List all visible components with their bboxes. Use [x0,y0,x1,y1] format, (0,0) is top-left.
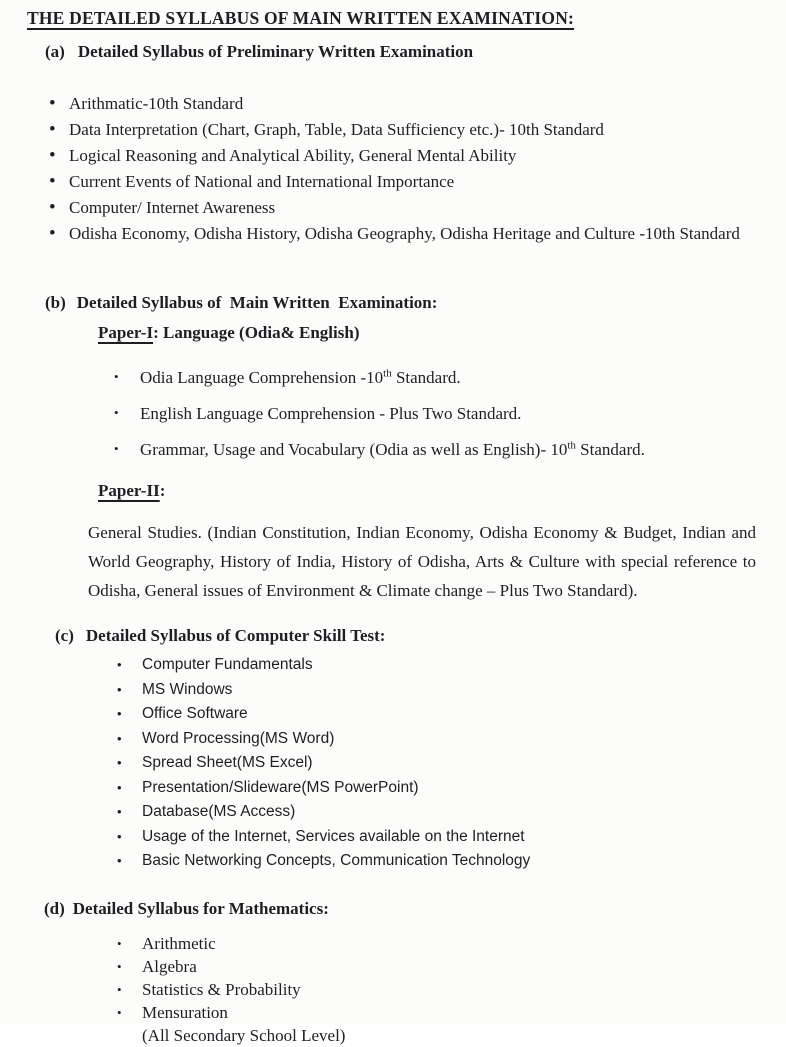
list-item: • Computer Fundamentals [27,653,756,678]
section-c-list [27,653,756,874]
section-a-label: (a) [45,42,65,61]
section-b-heading [45,293,756,313]
list-item: • Word Processing(MS Word) [27,727,756,752]
page-title-text: THE DETAILED SYLLABUS OF MAIN WRITTEN EXAMINATION: [27,8,575,28]
list-item [27,367,756,388]
section-b-heading-text: Detailed Syllabus of Main Written Examination: [76,293,438,312]
list-item [27,439,756,460]
list-item: • Statistics & Probability [27,978,756,1001]
section-c-heading-text: Detailed Syllabus of Computer Skill Test: [85,626,386,645]
list-item: • MS Windows [27,678,756,703]
page-title [27,8,756,29]
list-item: • Odisha Economy, Odisha History, Odisha Geography, Odisha Heritage and Culture -10th Standard [27,221,756,247]
list-item: • Computer/ Internet Awareness [27,195,756,221]
list-item: • Arithmatic-10th Standard [27,91,756,117]
list-item: • Database(MS Access) [27,800,756,825]
paper-2-heading [98,481,756,501]
list-item: • Usage of the Internet, Services available on the Internet [27,825,756,850]
list-item: • Data Interpretation (Chart, Graph, Table, Data Sufficiency etc.)- 10th Standard [27,117,756,143]
section-d-label: (d) [44,898,65,918]
list-item: • Algebra [27,955,756,978]
paper-1-heading [98,323,756,343]
paper-1-title: Paper-I [98,323,154,342]
list-item: • Office Software [27,702,756,727]
list-item-text: Standard. [391,368,461,387]
section-d-note: (All Secondary School Level) [142,1025,346,1045]
ordinal-superscript: th [383,367,392,380]
list-item: • Spread Sheet(MS Excel) [27,751,756,776]
section-d-heading [44,899,756,919]
list-item: • Mensuration [27,1001,756,1024]
section-c-heading [55,626,756,646]
list-item: • Basic Networking Concepts, Communication Technology [27,849,756,874]
paper-2-title: Paper-II [98,481,160,500]
list-item: • Logical Reasoning and Analytical Ability, General Mental Ability [27,143,756,169]
section-b-label: (b) [45,293,66,312]
section-c-label: (c) [55,626,74,645]
section-a-heading-text: Detailed Syllabus of Preliminary Written Examination [77,42,474,61]
paper-1-subtitle: : Language (Odia& English) [153,323,360,342]
list-item-text: Grammar, Usage and Vocabulary (Odia as well as English)- 10 [140,440,568,459]
list-item-text: Standard. [575,440,645,459]
paper-2-paragraph: General Studies. (Indian Constitution, Indian Economy, Odisha Economy & Budget, Indian and World Geography, History of India, History of Odisha, Arts & Culture with special reference to Odisha, General issues of Environment & Climate change – Plus Two Standard). [88,523,756,600]
list-item-text: English Language Comprehension - Plus Two Standard. [140,404,522,423]
ordinal-superscript: th [567,439,576,452]
section-a-list [27,91,756,247]
paper-1-list [27,367,756,460]
list-item-text: Odia Language Comprehension -10 [140,368,384,387]
list-item [27,403,756,424]
list-item: • Presentation/Slideware(MS PowerPoint) [27,776,756,801]
section-a-heading [45,42,756,62]
list-item: • Arithmetic [27,932,756,955]
list-item: • Current Events of National and International Importance [27,169,756,195]
section-d-list [27,932,756,1024]
paper-2-subtitle: : [159,481,166,500]
section-d-heading-text: Detailed Syllabus for Mathematics: [72,898,329,918]
